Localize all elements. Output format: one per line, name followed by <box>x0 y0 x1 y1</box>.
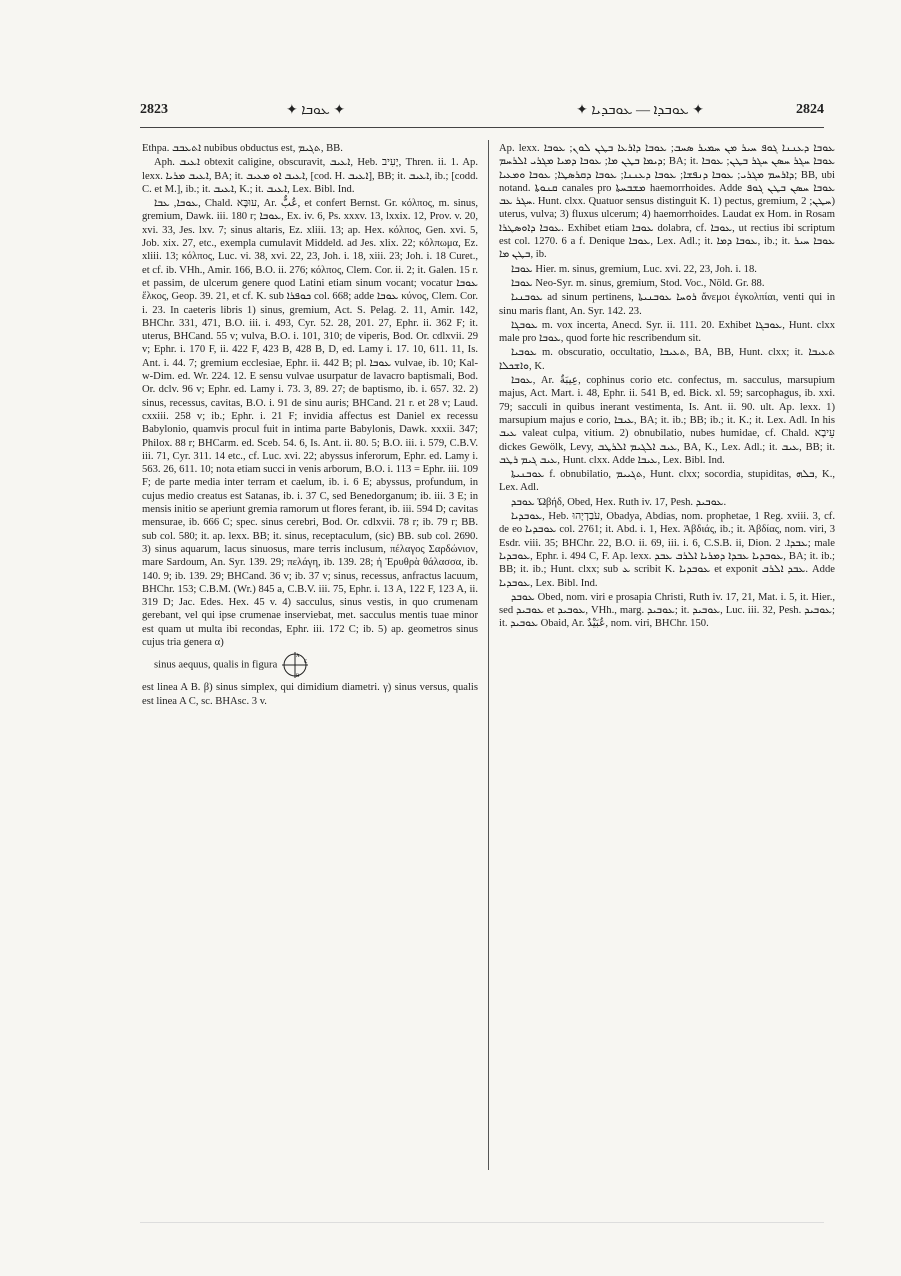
header-rule <box>140 127 824 128</box>
diagram-label-b: B <box>295 674 300 680</box>
entry-uba: ܥܘܒܐ, ܥܒܐ, Chald. עוּבָּא, Ar. عُبٌّ, et confert Bernst. Gr. κόλπος, m. sinus, gremium, Dawk. iii. 180 r; ܥܘܒܐ, Ex. iv. 6, Ps. xxxv. 13, lxxix. 12, Prov. v. 20, xvi. 33, Jes. lxv. 7; sinus altaris, Ez. xliii. 13; ap. Hex. κόλπος, Gen. xvi. 5, Job. xix. 27, etc., exempla cumulavit Middeld. ad Jes. xlix. 22; κόλπωμα, Ez. xliii. 13; κόλπος, Luc. vi. 38, xvi. 22, 23, Joh. i. 18, xiii. 23; Joh. i. 18 Curet., et cf. ib. VHh., Amir. 166, B.O. ii. 276; κόλπος, Clem. Cor. ii. 2; it. Galen. 15 r. et passim, de ulcerum genere quod Latini etiam sinum vocant; vocatur ܥܘܒܐ ἕλκος, Geop. 39. 21, et cf. K. sub ܟܘܦܪܐ col. 668; adde ܥܘܒܐ κύνος, Clem. Cor. i. 23. In caeteris libris 1) sinus, gremium, Act. S. Pelag. 2. 11, Amir. 142, BHChr. 331, 471, B.O. iii. i. 493, Cyr. 52. 28, 201. 27, Ephr. ii. 362 F; it. uterus, BHCand. 55 v; vulva, B.O. i. 101, 310; de viperis, Bod. Or. cdlxvii. 29 v; Ephr. i. 170 F, ii. 422 F, 423 B, 428 B, D, ed. Lamy i. 17. 10, 611. 11, Is. Ant. i. 44. 7; gremium ecclesiae, Ephr. ii. 442 B; pl. ܥܘܒܐ vulvae, ib. 10; Kal-w-Dim. ed. Wr. 224. 12. E sensu vulvae usurpatur de lavacro baptismali, Bod. Or. dclv. 96 v; Ephr. ed. Lamy i. 73. 3, 89. 27; de baptismo, ib. i. 657. 32. 2) sinus, recessus, cavitas, B.O. i. 91 de sinu auris; BHCand. 21 r. et 28 v; Laud. cxxiii. 258 v; ib.; Ephr. i. 21 F; invidia affectus est Daniel ex recessu Babylonio, quamvis procul fuit in intima parte Babylonis, Dawk. xxxii. 347; Philox. 88 r; BHCarm. ed. Sceb. 54. 6, Is. Ant. ii. 80. 5; B.O. iii. i. 579, C.B.V. iii. 71, Cyr. 311. 14 etc., cf. Luc. xvi. 22; abyssus inferorum, Ephr. ed. Lamy i. 563. 26, 611. 10; nota etiam succi in venis arborum, B.O. i. 113 = Ephr. iii. 109 F; de parte media inter terram et caelum, ib. i. 6 E; abyssus, profundum, in cujus medio creatus est Satanas, ib. i. 37 C, sed Benedorganum; ib. iii. 3 E; in mensis initio se aperiunt gremia ramorum ut flores ferant, ib. iii. 594 D; cavitas mensurae, ib. 666 C; spec. sinus cerebri, Bod. Or. cdlxvii. 78 r; ib. 79 r; BB. sub col. 580; it. ap. lexx. BB; it. sinus, receptaculum, (sic) BB. sub col. 2690. 3) sinus aquarum, lacus sinuosus, mare terris inclusum, πέλαγος Σαρδώνιον, mare Sardoum, An. Syr. 139. 29; πελάγη, ib. 139. 28; ἡ Ἐρυθρὰ θάλασσα, ib. 140. 9; ib. 139. 29; BHCand. 36 v; ib. 37 v; sinus, recessus, anfractus lacuum, BHChr. 153; C.B.M. (Wr.) 845 a, C.B.V. iii. 75, Ephr. i. 13 A, 122 F, 123 A, ii. 319 D; Jac. Edes. Hex. 45 v. 4) sacculus, sinus vestis, in quo crumenam gerebant, vel qui ipse crumenae inserviebat, met. sacculus mentis tuae minor est quam ut multa ibi recondas, Ephr. iii. 172 C; ib. 5) ap. geometros sinus cujus tria genera α) <box>142 198 478 648</box>
diagram-label-a: A <box>295 654 300 660</box>
entry-obadya: ܥܘܒܕܝܐ, Heb. עֹבַדְיָהוּ, Obadya, Abdias, nom. prophetae, 1 Reg. xviii. 3, cf. de eo ܥܘܒܕܝܐ col. 2761; it. Abd. i. 1, Hex. Ἀβδιάς, ib.; it. Ἀβδίας, nom. viri, 3 Esdr. viii. 35; BHChr. 22, B.O. ii. 69, iii. i. 6, C.S.B. ii, Dion. ܥܒܕܐ. 2; male ܥܘܒܕܝܐ, Ephr. i. 494 C, F. Ap. lexx. ܥܘܒܕܝܐ ܥܒܕܐ ܕܡܪܝܐ ܐܠܪܒ ܥܒܕ, BA; it. ib.; BB; it. ib.; Hunt. clxx; sub ܥ scribit K. ܥܘܒܕܝܐ et exponit ܥܒܕ ܐܠܪܒ. Adde ܥܘܒܕܝܐ, Lex. Bibl. Ind. <box>499 511 835 589</box>
entry-aiba: ܥܘܒܐ, Ar. عِيبَةٌ, cophinus corio etc. confectus, m. sacculus, marsupium majus, Act. Mart. i. 48, Ephr. ii. 541 B, ed. Bick. xl. 59; sarcophagus, ib. xxi. 79; sacculi in quibus inerant vestimenta, Is. Ant. ii. 90. ult. Ap. lexx. 1) marsupium majus e corio, ܥܝܒܐ, BA; it. ib.; BB; ib.; it. K.; it. Lex. Adl. In his ܥܝܒ valeat culpa, vitium. 2) obnubilatio, nubes humidae, cf. Chald. עֵיבָא dickes Gewölk, Levy, ܥܝܒ ܐܠܓܝܡ ܐܠܪܛܒ, BA, K., Lex. Adl.; it. ܥܝܒ, BB; it. ܥܝܒ ܓܝܡ ܪܛܒ, Hunt. clxx. Adde ܥܝܒܐ, Lex. Bibl. Ind. <box>499 375 835 466</box>
entry-ubanaya: ܥܘܒܢܝܐ ad sinum pertinens, ܪܘܚܐ ܥܘܒܢܝܬܐ ἄνεμοι ἐγκολπίαι, venti qui in sinu maris flant, An. Syr. 142. 23. <box>499 292 835 317</box>
left-column <box>142 142 478 1172</box>
entry-ubga: ܥܘܒܓܐ m. vox incerta, Anecd. Syr. ii. 111. 20. Exhibet ܥܘܒܓܐ, Hunt. clxx male pro ܥܘܒܐ, quod forte hic rescribendum sit. <box>499 319 835 345</box>
entry-hier: ܥܘܒܐ Hier. m. sinus, gremium, Luc. xvi. 22, 23, Joh. i. 18. <box>511 263 757 275</box>
running-head-right: ✦ ܥܘܒܕܐ — ܥܘܒܕܝܐ ✦ <box>576 103 704 118</box>
entry-sinus-aequus <box>142 650 478 680</box>
entry-lexx: Ap. lexx. ܥܘܒܐ ܕܥܢܢܐ ܓܘܦ ܚܝܪ ܡܢ ܚܡܝܪ ܣܚܒ; ܥܘܒܐ ܕܐܪܥܐ ܒܛܢ ܠܘܢ; ܥܘܒܐ ܕܝܡܐ ܒܛܢ ܡܐ; ܥܘܒܐ ܕܡܝܐ ܡܓܪܝ ܐܠܪܚܡ; BA; it. ܥܘܒܐ ܚܓܪ ܚܣܢ ܚܓܪ ܒܛܢ; ܥܘܒܐ ܕܐܪܚܡ ܡܓܪܝ; ܥܘܒܐ ܕܢܦܫܐ; ܥܘܒܐ ܕܥܢܢܐ; ܥܘܒܐ ܕܩܪܣܛܐ; ܥܘܒܐ ܘܡܥܝܐ; BB, ubi notand. ܩܢܘܬܐ canales pro ܡܫܒܚܬܐ haemorrhoides. Adde ܥܘܒܐ ܚܣܢ ܒܛܢ ܓܘܦ ܚܓܪ ܥܒ. Hunt. clxx. Quatuor sensus distinguit K. 1) pectus, gremium, ܚܛܢ; 2) uterus, vulva; 3) fluxus ulcerum; 4) haemorrhoides. Laudat ex Hom. in Rosam ܥܘܒܐ ܕܐܘܣܛܪܐ. Exhibet etiam ܥܘܒܐ dolabra, cf. ܥܘܒܐ, ut rectius ibi scriptum est col. 1270. 6 a f. Denique ܥܘܒܐ, Lex. Adl.; it. ܥܘܒܐ ܕܡܐ, ib.; it. ܥܘܒܐ ܚܝܪ ܒܛܢ ܡܐ, ib. <box>499 143 835 261</box>
entry-aph: Aph. ܐܥܝܒ obtexit caligine, obscuravit, ܐܥܝܒ, Heb. יָעִיב, Thren. ii. 1. Ap. lexx. ܐܥܝܒ ܡܪܝܐ, BA; it. ܐܥܝܒ ܐܘ ܡܥܝܒ, [cod. H. ܐܥܝܒ], BB; it. ܐܥܝܒ, ib.; [codd. C. et M.], ib.; it. ܐܥܝܒ, K.; it. ܐܥܝܒ, Lex. Bibl. Ind. <box>142 157 478 195</box>
entry-ethpa: Ethpa. ܐܬܥܒܒ nubibus obductus est, ܬܓܝܡ, BB. <box>142 143 343 154</box>
page-header <box>140 102 824 124</box>
entry-ubaya: ܥܘܒܝܐ m. obscuratio, occultatio, ܬܥܝܒܐ, BA, BB, Hunt. clxx; it. ܬܥܝܒܐ ܘܐܫܟܠܐ, K. <box>499 347 835 372</box>
sinus-aequus-text: sinus aequus, qualis in figura <box>154 659 278 671</box>
running-head-left: ✦ ܥܘܒܐ ✦ <box>286 103 346 118</box>
diagram-label-c: C <box>303 660 308 666</box>
page-number-left: 2823 <box>140 102 168 117</box>
column-divider <box>488 140 489 1170</box>
circle-diagram-icon <box>280 650 310 680</box>
footer-rule <box>140 1222 824 1223</box>
page-number-right: 2824 <box>796 102 824 117</box>
entry-obed: ܥܘܒܕ Obed, nom. viri e prosapia Christi, Ruth iv. 17, 21, Mat. i. 5, it. Hier., sed ܥܘܒܝܕ et ܥܘܒܝܕ, VHh., marg. ܥܘܒܝܕ; it. ܥܘܒܝܕ, Luc. iii. 32, Pesh. ܥܘܒܝܕ; it. ܥܘܒܝܕ Obaid, Ar. عُبَيْدٌ, nom. viri, BHChr. 150. <box>499 591 835 630</box>
right-column <box>499 142 835 1172</box>
entry-obed-hex: ܥܘܒܕ Ὠβήδ, Obed, Hex. Ruth iv. 17, Pesh. ܥܘܒܝܕ. <box>511 496 727 508</box>
entry-sinus-simplex: est linea A B. β) sinus simplex, qui dimidium diametri. γ) sinus versus, qualis est linea A C, sc. BHAsc. 3 v. <box>142 682 478 707</box>
entry-neo-syr: ܥܘܒܐ Neo-Syr. m. sinus, gremium, Stod. Voc., Nöld. Gr. 88. <box>511 277 765 289</box>
entry-ubanita: ܥܘܒܢܝܬܐ f. obnubilatio, ܬܓܝܝܡ, Hunt. clxx; socordia, stupiditas, ܒܠܗ, K., Lex. Adl. <box>499 469 835 494</box>
